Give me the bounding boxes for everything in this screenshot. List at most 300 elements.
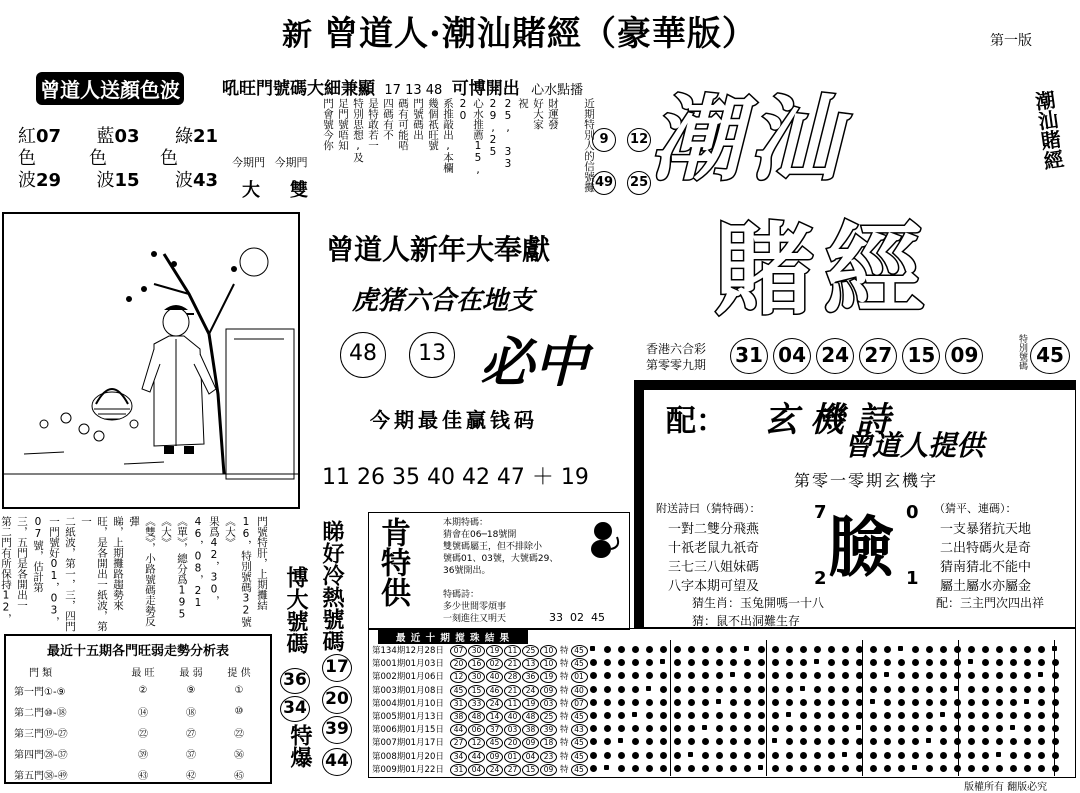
analysis-line: 《單》，總分爲195《大》: [160, 516, 188, 621]
results-dot: [730, 752, 737, 759]
results-title: 最 近 十 期 搅 珠 結 果: [378, 630, 528, 644]
poem-box: [634, 380, 1076, 628]
door-cell: ㊴: [137, 750, 148, 761]
blue-bo: 15: [114, 170, 140, 191]
door-col: 碼有可能唔: [397, 98, 409, 151]
results-special-label: 特: [560, 672, 569, 683]
red-bo: 29: [36, 170, 62, 191]
results-dot: [940, 765, 947, 772]
results-special-label: 特: [560, 646, 569, 656]
results-dot: [842, 752, 847, 757]
hot-circle-left: 36: [280, 668, 310, 694]
results-dot: [856, 765, 863, 772]
poem-line: 猜南猜北不能中: [940, 560, 1032, 575]
results-dot: [1010, 646, 1017, 653]
lottery-label-1: 香港六合彩: [646, 342, 707, 356]
results-dot: [1038, 686, 1045, 693]
results-dot: [716, 752, 723, 759]
results-dot: [688, 752, 693, 757]
poem-corner-tl: 7: [814, 502, 827, 523]
results-dot: [1052, 712, 1059, 719]
results-dot: [618, 765, 625, 772]
results-dot: [912, 712, 919, 719]
results-special-label: 特: [560, 764, 569, 775]
results-dot: [996, 646, 1003, 653]
results-ball: 03: [504, 724, 521, 736]
results-dot: [688, 646, 695, 653]
results-dot: [716, 712, 723, 719]
results-dot: [688, 699, 695, 706]
results-dot: [1038, 672, 1043, 677]
door-cell: ①: [234, 685, 244, 696]
results-dot: [814, 765, 821, 772]
results-dot: [1052, 699, 1059, 706]
door-cell: ⑭: [137, 708, 148, 719]
results-dot: [772, 765, 779, 772]
results-dot: [828, 765, 835, 772]
results-ball: 40: [504, 711, 521, 723]
results-dot: [1052, 686, 1059, 693]
results-dot: [828, 752, 835, 759]
results-dot: [716, 646, 723, 653]
results-ball: 28: [504, 671, 521, 683]
results-ball: 19: [486, 645, 503, 657]
edition-label: 第一版: [990, 33, 1032, 49]
results-dot: [772, 712, 779, 719]
lottery-special-ball: 45: [1030, 338, 1070, 374]
results-dot: [1010, 686, 1017, 693]
poem-right-lines: [940, 520, 1031, 596]
results-ball: 24: [486, 764, 503, 776]
results-dot: [856, 752, 863, 759]
results-dot: [744, 699, 751, 706]
results-dot: [604, 752, 611, 759]
offer-title: 曾道人新年大奉獻: [326, 233, 551, 266]
results-special-ball: 40: [571, 685, 588, 697]
results-dot: [856, 699, 863, 706]
lottery-special-label: 特別號碼: [1017, 334, 1027, 370]
results-dot: [870, 699, 875, 704]
results-dot: [926, 712, 933, 719]
poem-line: 八字本期可望及: [668, 579, 760, 594]
results-dot: [1052, 752, 1059, 759]
results-row: [372, 697, 589, 708]
offer-num-row: [340, 332, 455, 378]
results-ball: 31: [450, 698, 467, 710]
results-dot: [968, 712, 975, 719]
results-dot: [996, 686, 1003, 693]
results-dot: [940, 646, 947, 653]
results-row: [372, 736, 589, 747]
results-dot: [702, 646, 709, 653]
results-dot: [940, 752, 947, 759]
results-dot: [828, 686, 835, 693]
results-ball: 46: [486, 685, 503, 697]
results-dot: [632, 712, 637, 717]
hot-circle-right: 20: [322, 686, 352, 714]
results-dot: [702, 712, 709, 719]
results-dot: [758, 686, 765, 693]
lottery-ball: 27: [859, 338, 897, 374]
results-dot: [898, 765, 905, 772]
poem-corner-bl: 2: [814, 568, 827, 589]
results-dot: [800, 712, 807, 719]
results-dot: [954, 686, 959, 691]
results-dot: [856, 646, 863, 653]
results-ball: 14: [486, 711, 503, 723]
results-dot: [996, 699, 1003, 706]
results-dot: [758, 646, 765, 653]
se-label: 色: [160, 148, 178, 169]
results-dot: [618, 712, 625, 719]
watch-label: 睇好冷熱號碼: [319, 520, 344, 652]
results-dot: [730, 672, 735, 677]
results-dot: [912, 686, 919, 693]
results-dot: [646, 712, 653, 719]
bo-label: 波: [18, 170, 36, 191]
footer: 版權所有 翻版必究: [964, 782, 1048, 793]
results-dot: [660, 659, 665, 664]
results-dot: [1010, 725, 1015, 730]
offer-best: 今期最佳贏钱码: [370, 408, 538, 432]
results-ball: 40: [486, 671, 503, 683]
results-dot: [604, 646, 611, 653]
results-dot: [1038, 646, 1045, 653]
results-dot: [590, 699, 597, 706]
door-circle: 25: [627, 171, 651, 195]
results-dot: [814, 699, 821, 706]
results-ball: 38: [450, 711, 467, 723]
results-dot: [702, 752, 709, 759]
door-col: 25, 33: [502, 98, 514, 170]
results-ball: 36: [522, 671, 539, 683]
special-line: 猜會在06─18號開: [443, 530, 517, 540]
results-ball: 48: [522, 711, 539, 723]
door-cell: ⑩: [234, 706, 244, 717]
results-ball: 18: [540, 737, 557, 749]
blue-label: 藍: [96, 126, 115, 147]
poem-line: 一支暴猪抗天地: [940, 522, 1032, 537]
results-dot: [884, 699, 891, 706]
results-ball: 04: [468, 764, 485, 776]
logo-line1: 潮汕: [650, 85, 847, 193]
results-dot: [674, 712, 681, 719]
poem-big-char: 臉: [828, 508, 894, 586]
results-ball: 04: [522, 751, 539, 763]
results-ball: 24: [522, 685, 539, 697]
poem-pei: 配：: [666, 404, 726, 439]
results-dot: [828, 646, 835, 653]
special-line: 36號開出。: [443, 566, 491, 576]
results-ball: 06: [468, 724, 485, 736]
results-dot: [814, 752, 821, 759]
results-dot: [968, 765, 975, 772]
results-dot: [716, 765, 723, 772]
results-dot: [590, 765, 597, 772]
results-dot: [884, 646, 891, 653]
results-dot: [730, 686, 737, 693]
door-cell: ⑨: [186, 685, 196, 696]
results-row: [372, 657, 589, 668]
results-dot: [702, 686, 709, 693]
results-dot: [744, 752, 751, 759]
todays-door-label2: 今期門: [274, 156, 308, 169]
door-col: 好大家: [532, 98, 544, 130]
se-label: 色: [18, 148, 36, 169]
door-table-header: 提 供: [227, 668, 251, 679]
results-special-ball: 01: [571, 671, 588, 683]
results-dot: [884, 672, 889, 677]
results-dot: [786, 712, 791, 717]
results-dot: [674, 699, 681, 706]
door-circle: 49: [592, 171, 616, 195]
special-lines: [443, 517, 558, 577]
results-row: [372, 670, 589, 681]
poem-subtitle: 第零一零期玄機字: [794, 471, 939, 490]
results-dot: [1038, 752, 1045, 759]
blue-num: 03: [114, 126, 140, 147]
results-dot: [730, 765, 737, 772]
lottery-ball: 15: [902, 338, 940, 374]
special-burst-label: 特爆: [287, 724, 312, 768]
results-dot: [1024, 712, 1031, 719]
results-dot: [898, 752, 905, 759]
results-dot: [688, 712, 695, 719]
double-label: 雙: [290, 180, 308, 201]
results-ball: 44: [468, 751, 485, 763]
results-row-label: 第003期01月08日: [372, 685, 444, 696]
results-row: [372, 710, 589, 721]
results-dot: [842, 646, 849, 653]
results-special-ball: 45: [571, 645, 588, 657]
results-ball: 48: [468, 711, 485, 723]
results-dot: [870, 765, 877, 772]
results-dot: [842, 712, 849, 719]
results-special-label: 特: [560, 751, 569, 762]
results-dot: [940, 699, 947, 706]
analysis-text: [0, 516, 270, 634]
lottery-ball: 09: [945, 338, 983, 374]
results-special-ball: 07: [571, 698, 588, 710]
door-cell: 第三門⑲-㉗: [14, 729, 68, 740]
door-tail: 可博開出: [451, 79, 520, 99]
offer-numbers: 11 26 35 40 42 47 ＋ 19: [322, 465, 589, 490]
special-tip: 多少世間零煩事: [443, 602, 507, 612]
door-cell: 第四門㉘-㊲: [14, 750, 68, 761]
results-dot: [772, 752, 779, 759]
results-dot: [1024, 765, 1031, 772]
results-dot: [1052, 646, 1057, 651]
door-cell: ㉗: [185, 729, 196, 740]
results-dot: [730, 646, 737, 653]
results-ball: 02: [486, 658, 503, 670]
results-ball: 03: [540, 698, 557, 710]
results-ball: 30: [468, 645, 485, 657]
results-dot: [660, 712, 667, 719]
results-dot: [646, 752, 653, 759]
results-ball: 01: [504, 751, 521, 763]
results-special-ball: 45: [571, 737, 588, 749]
red-label: 紅: [18, 126, 36, 147]
door-col: 足門號唔知: [337, 98, 349, 151]
illustration-panel: [2, 212, 300, 509]
results-dot: [660, 646, 667, 653]
logo-side: 潮汕賭經: [1030, 88, 1066, 172]
results-ball: 10: [540, 658, 557, 670]
green-bo: 43: [192, 170, 218, 191]
results-dot: [632, 699, 639, 706]
results-ball: 15: [522, 764, 539, 776]
results-dot: [1010, 712, 1017, 719]
results-dot: [1038, 712, 1045, 719]
results-special-ball: 43: [571, 724, 588, 736]
door-col: 特別思想,及: [352, 98, 364, 163]
results-dot: [660, 765, 667, 772]
logo-line2: 賭經: [714, 211, 934, 329]
results-dot: [604, 712, 611, 719]
colors-box: [18, 126, 218, 192]
door-label: 心水點播: [531, 83, 584, 98]
poem-line: 二出特碼火是奇: [940, 541, 1032, 556]
results-special-label: 特: [560, 685, 569, 696]
results-dot: [996, 765, 1003, 772]
poem-guess-2: 猜：鼠不出洞難生存: [692, 614, 801, 628]
colors-box-title: 曾道人送顏色波: [36, 72, 184, 105]
results-dot: [646, 765, 653, 772]
results-dot: [604, 686, 611, 693]
results-dot: [618, 752, 625, 759]
door-col: 門號碼出: [412, 98, 424, 140]
results-dot: [856, 712, 863, 719]
results-special-label: 特: [560, 659, 569, 670]
results-ball: 37: [486, 724, 503, 736]
results-dot: [1024, 646, 1031, 653]
results-special-label: 特: [560, 698, 569, 709]
results-row-label: 第007期01月17日: [372, 738, 444, 749]
results-dot: [772, 686, 779, 693]
results-row: [372, 723, 589, 734]
door-col: 門會號今你: [322, 98, 334, 151]
results-dot: [926, 646, 933, 653]
old-man-illustration: [4, 214, 298, 507]
special-line: 號碼01、03號，大號碼29、: [443, 554, 559, 564]
analysis-line: 三，五門是各開出一: [16, 516, 28, 611]
results-dot: [786, 752, 793, 759]
lottery-label-2: 第零零九期: [646, 358, 707, 372]
door-cell: ②: [138, 685, 148, 696]
special-box: [368, 512, 630, 630]
results-dot: [968, 659, 973, 664]
results-dot: [870, 712, 877, 719]
results-dot: [1024, 752, 1031, 759]
results-dot: [968, 699, 975, 706]
results-dot: [884, 765, 891, 772]
analysis-line: 一門號好01，03，07號，估計第: [32, 516, 60, 627]
analysis-line: 《雙》，小路號碼走勢反彈: [128, 516, 156, 627]
results-dot: [884, 752, 891, 759]
results-dot: [702, 765, 709, 772]
offer-circle-1: 48: [340, 332, 386, 378]
results-ball: 23: [540, 751, 557, 763]
results-dot: [758, 765, 763, 770]
hot-circle-left: 34: [280, 696, 310, 722]
results-ball: 44: [450, 724, 467, 736]
poem-corner-tr: 0: [906, 502, 919, 523]
results-dot: [996, 752, 1001, 757]
results-ball: 25: [540, 711, 557, 723]
results-dot: [660, 699, 667, 706]
results-dot: [912, 646, 919, 653]
results-dot: [870, 646, 877, 653]
results-dot: [828, 699, 835, 706]
red-num: 07: [36, 126, 62, 147]
results-dot: [982, 712, 989, 719]
door-circle: 12: [627, 128, 651, 152]
results-dot: [954, 765, 961, 772]
results-ball: 10: [540, 645, 557, 657]
results-ball: 27: [450, 737, 467, 749]
offer-must: 必中: [480, 330, 588, 394]
results-row-label: 第004期01月10日: [372, 698, 444, 709]
results-ball: 27: [504, 764, 521, 776]
results-dot: [898, 699, 905, 706]
results-ball: 39: [540, 724, 557, 736]
results-dot: [618, 646, 625, 653]
poem-left-head: 附送詩曰（猜特碼）：: [656, 502, 761, 515]
results-ball: 38: [522, 724, 539, 736]
results-dot: [814, 659, 819, 664]
results-dot: [632, 765, 639, 772]
results-dot: [744, 765, 751, 772]
door-table-box: [4, 634, 272, 784]
todays-door-label: 今期門: [232, 156, 265, 169]
results-ball: 11: [504, 645, 521, 657]
door-col: 系推敲出,本欄: [442, 98, 454, 173]
results-dot: [674, 646, 681, 653]
results-row-label: 第002期01月06日: [372, 672, 444, 683]
results-dot: [758, 699, 765, 706]
results-dot: [786, 686, 793, 693]
results-dot: [772, 699, 779, 706]
results-dot: [870, 686, 877, 693]
door-circle: 9: [592, 128, 616, 152]
door-col: 幾個祇旺號: [427, 98, 439, 151]
results-dot: [968, 686, 975, 693]
header-xin: 新: [282, 18, 312, 53]
poem-line: 三七三八姐妹碼: [668, 560, 760, 575]
results-dot: [898, 712, 905, 719]
results-ball: 12: [468, 737, 485, 749]
results-dot: [940, 712, 945, 717]
results-ball: 31: [450, 764, 467, 776]
results-ball: 45: [450, 685, 467, 697]
results-row: [372, 750, 589, 761]
green-num: 21: [192, 126, 218, 147]
results-ball: 12: [450, 671, 467, 683]
results-ball: 09: [522, 737, 539, 749]
results-dot: [954, 699, 961, 706]
results-special-label: 特: [560, 725, 569, 736]
results-dot: [716, 686, 723, 693]
door-cell: ⑱: [185, 708, 196, 719]
page-title: 曾道人·潮汕賭經（豪華版）: [324, 14, 757, 54]
results-dot: [800, 699, 807, 706]
results-dot: [926, 699, 933, 706]
analysis-line: 旺，是各開出一紙波，第一: [80, 516, 108, 632]
hot-circle-right: 44: [322, 748, 352, 776]
results-dot: [590, 752, 597, 759]
bo-label: 波: [174, 170, 193, 191]
